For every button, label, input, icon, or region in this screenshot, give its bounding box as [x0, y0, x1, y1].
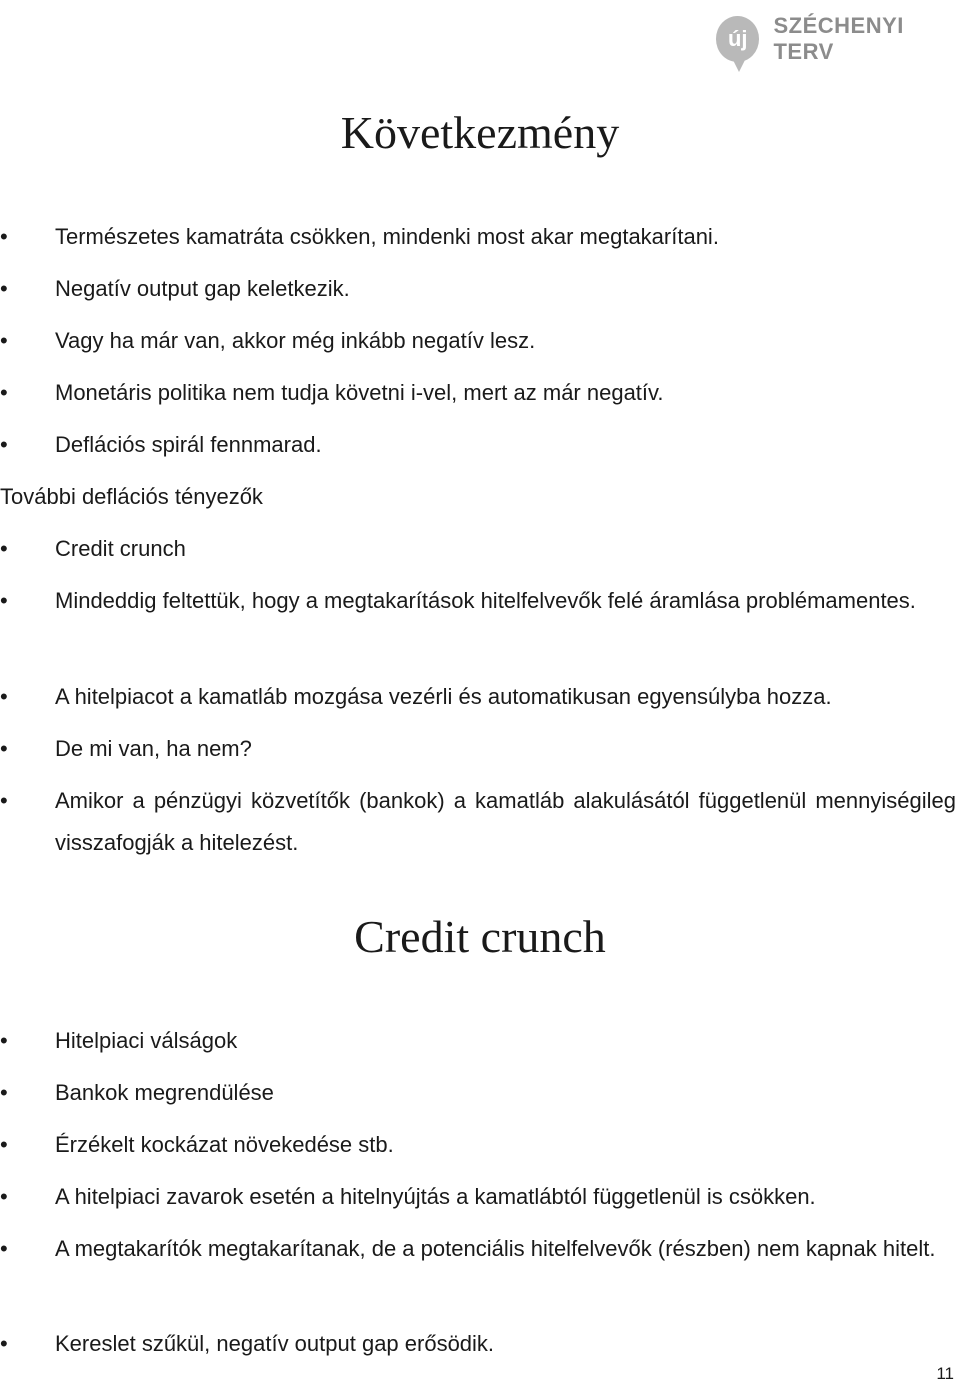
bullet-icon: •: [0, 1028, 8, 1053]
list-item: Kereslet szűkül, negatív output gap erősödik.: [55, 1331, 495, 1356]
list-item: A megtakarítók megtakarítanak, de a potenciális hitelfelvevők (részben) nem kapnak hitelt.: [55, 1236, 936, 1261]
logo-text: SZÉCHENYI TERV: [773, 13, 904, 64]
page-number: 11: [936, 1364, 954, 1383]
list-item: A hitelpiacot a kamatláb mozgása vezérli és automatikusan egyensúlyba hozza.: [55, 684, 832, 709]
list-item: Bankok megrendülése: [55, 1080, 274, 1105]
list-item: Természetes kamatráta csökken, mindenki most akar megtakarítani.: [55, 224, 719, 249]
logo-pin-icon: [716, 16, 759, 62]
szechenyi-terv-logo: [710, 0, 960, 78]
bullet-icon: •: [0, 432, 8, 457]
section-title: Credit crunch: [354, 911, 606, 962]
bullet-icon: •: [0, 788, 8, 813]
bullet-icon: •: [0, 1132, 8, 1157]
list-item: A hitelpiaci zavarok esetén a hitelnyújtás a kamatlábtól függetlenül is csökken.: [55, 1184, 816, 1209]
list-item: Credit crunch: [55, 536, 186, 561]
list-item: Érzékelt kockázat növekedése stb.: [55, 1132, 394, 1157]
list-item: De mi van, ha nem?: [55, 736, 252, 761]
bullet-icon: •: [0, 588, 8, 613]
bullet-icon: •: [0, 224, 8, 249]
bullet-icon: •: [0, 328, 8, 353]
page-title: Következmény: [340, 107, 620, 158]
list-item: Mindeddig feltettük, hogy a megtakarítások hitelfelvevők felé áramlása problémamentes.: [55, 588, 916, 613]
section-subheading: További deflációs tényezők: [0, 484, 263, 509]
list-item: Vagy ha már van, akkor még inkább negatív lesz.: [55, 328, 536, 353]
bullet-icon: •: [0, 536, 8, 561]
bullet-icon: •: [0, 1080, 8, 1105]
bullet-icon: •: [0, 684, 8, 709]
logo-mark: új: [727, 26, 748, 51]
bullet-icon: •: [0, 276, 8, 301]
list-item: Amikor a pénzügyi közvetítők (bankok) a kamatláb alakulásától függetlenül mennyiségileg visszafogják a hitelezést.: [55, 788, 956, 855]
list-item: Negatív output gap keletkezik.: [55, 276, 350, 301]
list-item: Monetáris politika nem tudja követni i-vel, mert az már negatív.: [55, 380, 664, 405]
bullet-icon: •: [0, 736, 8, 761]
bullet-icon: •: [0, 1236, 8, 1261]
bullet-icon: •: [0, 380, 8, 405]
list-item: Deflációs spirál fennmarad.: [55, 432, 322, 457]
bullet-icon: •: [0, 1331, 8, 1356]
list-item: Hitelpiaci válságok: [55, 1028, 238, 1053]
bullet-icon: •: [0, 1184, 8, 1209]
